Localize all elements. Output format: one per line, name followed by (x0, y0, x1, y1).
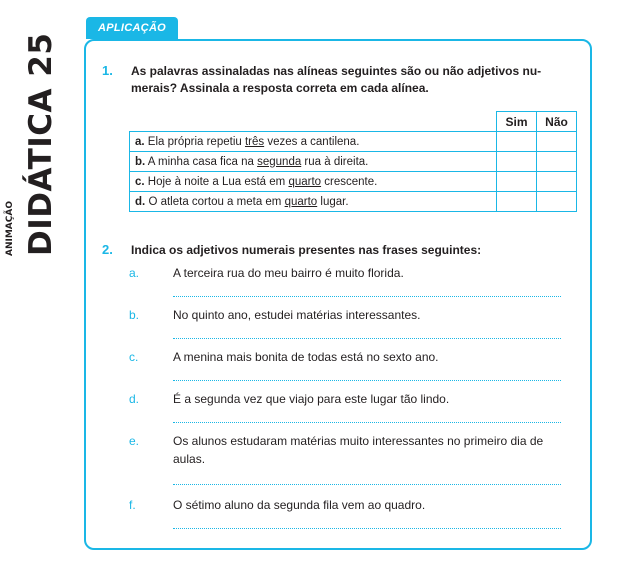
checkbox-nao-b[interactable] (537, 152, 577, 172)
section-tag: APLICAÇÃO (86, 17, 178, 39)
side-title-main: DIDÁTICA 25 (23, 32, 59, 256)
row-sentence: d. O atleta cortou a meta em quarto lugar. (130, 192, 497, 212)
row-sentence: b. A minha casa fica na segunda rua à direita. (130, 152, 497, 172)
checkbox-sim-c[interactable] (497, 172, 537, 192)
answer-line-c[interactable] (173, 380, 561, 381)
answer-table (129, 111, 577, 212)
item-text: É a segunda vez que viajo para este lugar tão lindo. (173, 392, 450, 406)
checkbox-nao-d[interactable] (537, 192, 577, 212)
item-text: No quinto ano, estudei matérias interessantes. (173, 308, 421, 322)
item-letter: d. (129, 392, 140, 406)
checkbox-nao-c[interactable] (537, 172, 577, 192)
answer-line-e[interactable] (173, 484, 561, 485)
table-row (130, 152, 577, 172)
item-letter: e. (129, 434, 140, 448)
q1-text-line1: As palavras assinaladas nas alíneas seguintes são ou não adjetivos nu- (131, 64, 542, 78)
col-header-nao: Não (537, 112, 577, 132)
q2-text: Indica os adjetivos numerais presentes nas frases seguintes: (131, 243, 482, 257)
checkbox-sim-a[interactable] (497, 132, 537, 152)
checkbox-nao-a[interactable] (537, 132, 577, 152)
row-sentence: c. Hoje à noite a Lua está em quarto crescente. (130, 172, 497, 192)
table-row (130, 132, 577, 152)
col-header-sim: Sim (497, 112, 537, 132)
answer-line-a[interactable] (173, 296, 561, 297)
exercise-card (84, 39, 592, 550)
item-text: A menina mais bonita de todas está no sexto ano. (173, 350, 439, 364)
item-letter: f. (129, 498, 136, 512)
q1-text-line2: merais? Assinala a resposta correta em cada alínea. (131, 81, 429, 95)
table-row (130, 172, 577, 192)
item-letter: b. (129, 308, 140, 322)
item-letter: a. (129, 266, 140, 280)
item-text: A terceira rua do meu bairro é muito florida. (173, 266, 404, 280)
q1-text (131, 63, 581, 97)
answer-line-f[interactable] (173, 528, 561, 529)
answer-line-b[interactable] (173, 338, 561, 339)
q1-number: 1. (102, 63, 113, 78)
table-corner (130, 112, 497, 132)
checkbox-sim-d[interactable] (497, 192, 537, 212)
item-text: Os alunos estudaram matérias muito interessantes no primeiro dia de aulas. (173, 434, 544, 466)
item-letter: c. (129, 350, 139, 364)
row-sentence: a. Ela própria repetiu três vezes a cantilena. (130, 132, 497, 152)
item-text: O sétimo aluno da segunda fila vem ao quadro. (173, 498, 426, 512)
answer-line-d[interactable] (173, 422, 561, 423)
table-row (130, 192, 577, 212)
checkbox-sim-b[interactable] (497, 152, 537, 172)
side-title-small: ANIMAÇÃO (5, 201, 15, 256)
q2-number: 2. (102, 242, 113, 257)
side-title (4, 16, 59, 256)
